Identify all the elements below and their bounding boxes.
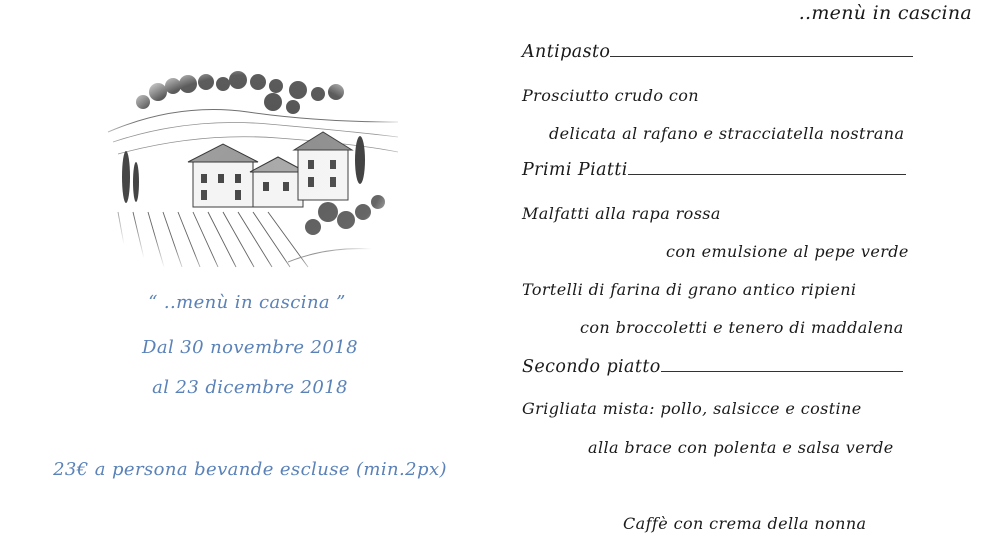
dish-line: con broccoletti e tenero di maddalena (580, 318, 904, 337)
price-note: 23€ a persona bevande escluse (min.2px) (53, 459, 447, 480)
heading-text: Antipasto (522, 42, 611, 62)
heading-rule (610, 55, 913, 57)
date-to: al 23 dicembre 2018 (152, 377, 348, 398)
heading-text: Secondo piatto (522, 357, 661, 377)
dish-line: Prosciutto crudo con (522, 86, 699, 105)
section-heading-primi (522, 160, 906, 180)
dish-line: delicata al rafano e stracciatella nostrana (549, 124, 905, 143)
dish-line: con emulsione al pepe verde (666, 242, 909, 261)
heading-rule (661, 370, 903, 372)
section-heading-secondo (522, 357, 903, 377)
farmhouse-sketch-illustration (98, 62, 404, 274)
dish-line: Grigliata mista: pollo, salsicce e costine (522, 399, 862, 418)
heading-text: Primi Piatti (522, 160, 628, 180)
dish-line: Malfatti alla rapa rossa (522, 204, 721, 223)
date-from: Dal 30 novembre 2018 (142, 337, 358, 358)
menu-subtitle: “ ..menù in cascina ” (148, 292, 346, 313)
section-heading-antipasto (522, 42, 913, 62)
heading-rule (628, 173, 906, 175)
dish-line: alla brace con polenta e salsa verde (588, 438, 894, 457)
dish-line: Tortelli di farina di grano antico ripieni (522, 280, 857, 299)
dish-line-caffe: Caffè con crema della nonna (623, 514, 867, 533)
page-title: ..menù in cascina (798, 2, 972, 24)
